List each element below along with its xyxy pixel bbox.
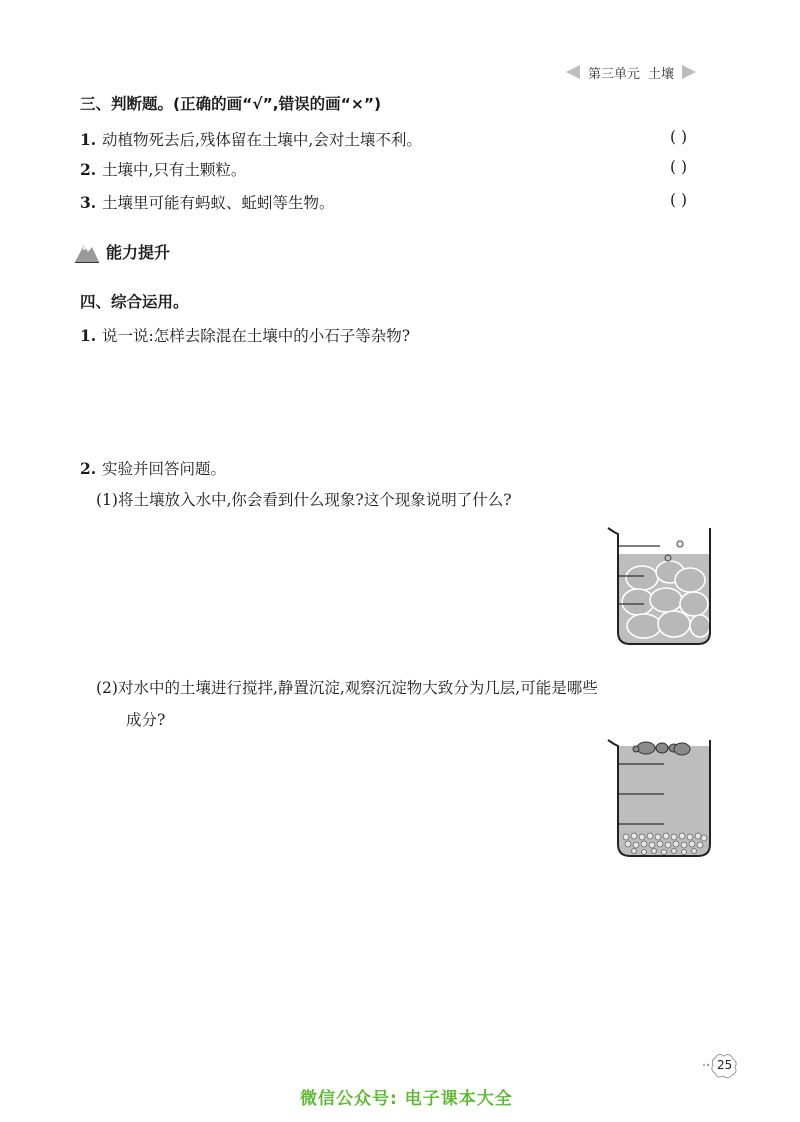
answer-blank-3[interactable]: ( ): [670, 191, 688, 209]
section4-q2-sub2-line1: (2)对水中的土壤进行搅拌,静置沉淀,观察沉淀物大致分为几层,可能是哪些: [96, 679, 598, 697]
item-text: 动植物死去后,残体留在土壤中,会对土壤不利。: [102, 131, 422, 149]
answer-blank-2[interactable]: ( ): [670, 158, 688, 176]
section4-q2-sub2-line2: 成分?: [126, 711, 166, 729]
page-number: 25: [717, 1058, 733, 1072]
section4-q2: [80, 457, 226, 479]
section3-item-2: [80, 158, 730, 180]
question-number: 2.: [80, 459, 97, 478]
question-number: 1.: [80, 326, 97, 345]
section3-item-1: [80, 128, 730, 150]
section3-item-3: [80, 191, 730, 213]
beaker-sediment-icon: [604, 736, 724, 862]
item-text: 土壤中,只有土颗粒。: [102, 161, 247, 179]
mountain-icon: [74, 241, 100, 263]
question-text: 实验并回答问题。: [102, 460, 227, 478]
beaker-stones-icon: [604, 520, 724, 650]
page-header: [566, 62, 736, 82]
header-unit: 第三单元: [588, 66, 641, 82]
section3-title: 三、判断题。(正确的画“√”,错误的画“×”): [80, 95, 382, 113]
answer-blank-1[interactable]: ( ): [670, 128, 688, 146]
banner-label: 能力提升: [106, 243, 171, 262]
page-number-badge: [700, 1050, 740, 1080]
ability-banner: [74, 240, 170, 263]
item-text: 土壤里可能有蚂蚁、蚯蚓等生物。: [102, 194, 335, 212]
section4-title: 四、综合运用。: [80, 293, 189, 311]
footer-watermark: 微信公众号: 电子课本大全: [300, 1089, 513, 1109]
section4-q1: [80, 324, 410, 346]
question-text: 说一说:怎样去除混在土壤中的小石子等杂物?: [102, 327, 411, 345]
header-topic: 土壤: [648, 66, 675, 82]
item-number: 1.: [80, 130, 97, 149]
item-number: 3.: [80, 193, 97, 212]
header-left-triangle-icon: [566, 65, 580, 79]
section4-q2-sub1: (1)将土壤放入水中,你会看到什么现象?这个现象说明了什么?: [96, 491, 512, 509]
item-number: 2.: [80, 160, 97, 179]
header-right-triangle-icon: [682, 65, 696, 79]
